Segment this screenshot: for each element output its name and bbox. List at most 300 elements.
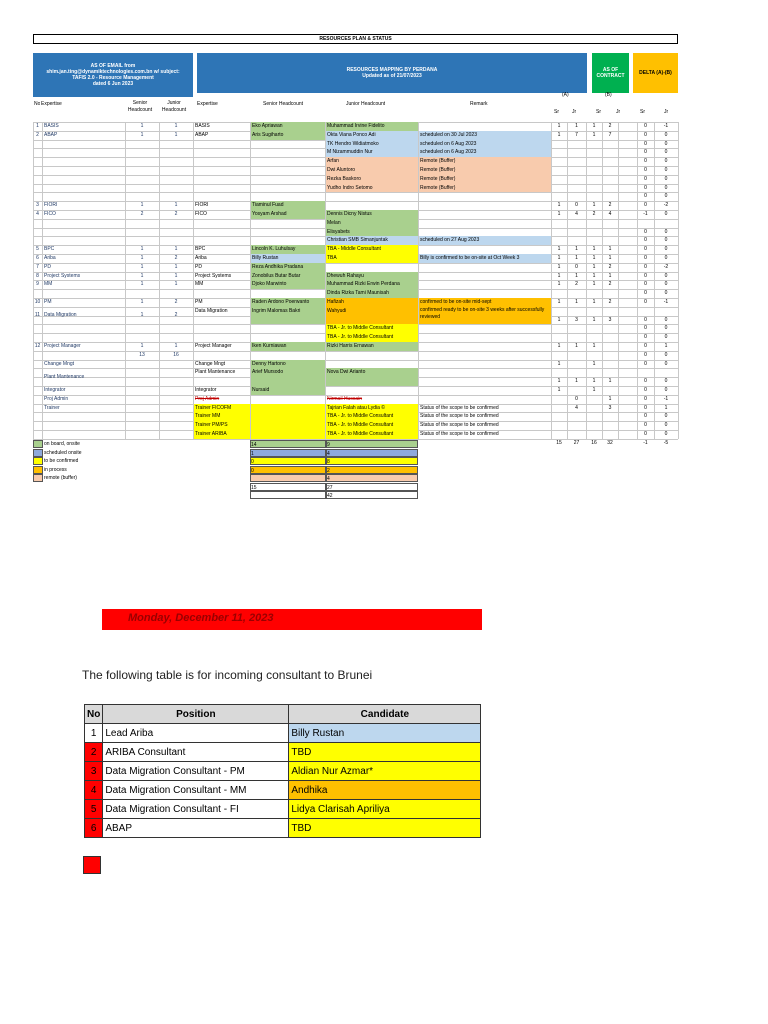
left-senior: 1 xyxy=(140,246,144,253)
left-junior: 1 xyxy=(174,263,178,270)
num-a-jr: 0 xyxy=(575,395,578,402)
num-b-jr: 2 xyxy=(608,299,612,305)
grid-col-line xyxy=(678,122,679,439)
num-a-jr: 1 xyxy=(575,246,578,253)
num-d-jr: 0 xyxy=(664,413,668,420)
email-line-1: AS OF EMAIL from xyxy=(90,63,136,69)
num-a-jr: 0 xyxy=(575,263,578,270)
num-a-sr: 1 xyxy=(557,246,561,253)
left-senior xyxy=(125,404,159,412)
left-senior: 1 xyxy=(140,202,144,209)
num-d-jr: 0 xyxy=(664,193,668,200)
left-no: 4 xyxy=(36,211,39,217)
brunei-row xyxy=(85,762,481,781)
num-a-sr: 1 xyxy=(557,343,561,349)
num-d-sr: 0 xyxy=(644,140,647,147)
mid-junior: TK Hendro Widiatmoko xyxy=(326,140,418,149)
mid-expertise: Proj Admin xyxy=(195,395,220,402)
brunei-candidate: Aldian Nur Azmar* xyxy=(289,762,481,781)
num-b-sr: 1 xyxy=(592,343,596,349)
hdr-d-jr: Jr xyxy=(664,109,669,115)
mid-junior xyxy=(326,360,418,369)
mid-junior: Wahyudi xyxy=(326,307,418,325)
num-d-sr: 0 xyxy=(644,246,647,253)
mid-senior xyxy=(251,219,325,228)
mid-expertise: Change Mngt xyxy=(195,360,226,367)
num-a-sr xyxy=(551,140,567,148)
summary-b: 2 xyxy=(326,466,418,474)
num-b-sr: 1 xyxy=(592,255,596,261)
mid-remark xyxy=(419,360,551,369)
mid-remark xyxy=(419,395,551,404)
left-no: 12 xyxy=(34,343,41,349)
mid-remark: Remote (Buffer) xyxy=(419,166,551,175)
mid-junior: Nirmail Hussain xyxy=(327,395,363,402)
left-expertise: Proj Admin xyxy=(44,395,69,402)
num-b-sr xyxy=(586,289,602,297)
brunei-header-row xyxy=(85,705,481,724)
num-d-jr: 0 xyxy=(664,149,668,156)
summary-a: 0 xyxy=(250,466,326,474)
left-no xyxy=(33,404,42,412)
summary-b: 27 xyxy=(326,483,418,491)
num-a-jr: 1 xyxy=(575,299,578,305)
legend-label: remote (buffer) xyxy=(44,475,77,481)
left-senior: 1 xyxy=(140,263,144,270)
left-junior: 2 xyxy=(174,312,178,319)
grid-col-line xyxy=(618,122,619,439)
num-d-jr: -1 xyxy=(663,299,669,305)
num-d-sr: 0 xyxy=(644,237,647,244)
num-d-jr: 1 xyxy=(664,343,668,349)
num-a-jr xyxy=(567,140,586,148)
num-b-sr: 1 xyxy=(592,202,596,209)
num-a-sr: 1 xyxy=(557,272,561,279)
contract-line-1: AS OF xyxy=(602,67,619,73)
total-a-sr: 15 xyxy=(556,439,562,446)
num-b-jr xyxy=(602,324,618,332)
brunei-row xyxy=(85,781,481,800)
num-b-jr xyxy=(602,333,618,341)
legend-swatch xyxy=(33,474,43,482)
num-a-sr xyxy=(551,289,567,297)
mid-expertise: BASIS xyxy=(195,123,210,129)
mid-senior: Lincoln K. Luhulsay xyxy=(251,245,325,254)
summary-b: 9 xyxy=(326,440,418,448)
num-d-jr: 0 xyxy=(664,255,668,261)
mid-remark: Remote (Buffer) xyxy=(419,184,551,193)
mid-junior: Hafizah xyxy=(326,298,418,307)
mapping-header-box xyxy=(197,53,587,93)
num-a-sr: 1 xyxy=(557,131,561,138)
email-line-3: TAFIS 2.0 - Resource Management xyxy=(72,75,154,81)
left-junior: 1 xyxy=(174,246,178,253)
hdr-b-sr: Sr xyxy=(596,109,601,115)
mid-senior: Djoko Marwinto xyxy=(251,280,325,289)
mid-senior: Nursaid xyxy=(251,386,325,395)
num-d-sr: 0 xyxy=(644,149,647,156)
date-banner-text: Monday, December 11, 2023 xyxy=(128,612,274,624)
left-expertise: Project Manager xyxy=(44,343,81,349)
num-b-jr: 1 xyxy=(608,246,612,253)
brunei-no: 4 xyxy=(85,781,103,800)
mid-remark xyxy=(419,342,551,351)
mid-junior xyxy=(326,263,418,272)
mid-senior: Raden Ardono Poerwanto xyxy=(251,298,325,307)
num-a-jr xyxy=(567,184,586,192)
brunei-row xyxy=(85,743,481,762)
mid-remark: scheduled on 6 Aug 2023 xyxy=(419,140,551,149)
num-d-sr: 0 xyxy=(644,387,647,393)
num-d-sr: 0 xyxy=(644,299,647,305)
num-b-jr: 4 xyxy=(608,211,612,217)
num-d-sr: 0 xyxy=(644,290,647,297)
mapping-line-1: RESOURCES MAPPING BY PERDANA xyxy=(346,67,438,73)
mid-senior xyxy=(251,236,325,245)
num-d-sr: 0 xyxy=(644,184,647,191)
left-junior xyxy=(159,360,193,368)
mid-senior xyxy=(251,175,325,184)
left-expertise: FIORI xyxy=(44,202,58,209)
mid-remark: Status of the scope to be confirmed xyxy=(420,422,499,429)
num-b-jr xyxy=(602,157,618,165)
num-b-jr xyxy=(602,175,618,183)
left-expertise: PD xyxy=(44,263,51,270)
hdr-expertise: Expertise xyxy=(41,101,62,107)
num-a-sr: 1 xyxy=(557,360,561,367)
mid-expertise xyxy=(194,333,250,342)
hdr-remark: Remark xyxy=(470,101,488,107)
mid-senior: Eko Apriawan xyxy=(251,122,325,131)
num-b-sr xyxy=(586,184,602,192)
mid-senior: Billy Rustan xyxy=(251,254,325,263)
mid-junior xyxy=(326,201,418,210)
mid-remark: Status of the scope to be confirmed xyxy=(420,431,499,437)
num-d-jr: 0 xyxy=(664,167,668,173)
mid-senior xyxy=(251,166,325,175)
mid-senior: Ingrim Malomas Bakri xyxy=(251,307,325,325)
brunei-table xyxy=(84,704,481,838)
num-d-jr: 0 xyxy=(664,211,668,217)
num-b-sr: 2 xyxy=(592,211,596,217)
status-summary xyxy=(250,440,420,502)
num-a-jr xyxy=(567,421,586,429)
left-senior xyxy=(125,386,159,394)
left-no: 10 xyxy=(34,299,41,305)
mid-senior: Reza Andhika Pradana xyxy=(251,263,325,272)
left-no: 8 xyxy=(36,272,39,279)
legend-swatch xyxy=(33,440,43,448)
left-expertise: Trainer xyxy=(44,404,60,411)
num-a-jr xyxy=(567,386,586,394)
num-a-sr xyxy=(551,324,567,332)
num-b-sr xyxy=(586,404,602,412)
date-banner xyxy=(102,609,482,630)
mid-remark xyxy=(419,289,551,298)
red-marker xyxy=(83,856,101,874)
mid-expertise: BPC xyxy=(195,246,206,253)
mid-senior: Denny Hartono xyxy=(251,360,325,369)
mid-expertise: MM xyxy=(195,281,204,288)
num-d-sr: 0 xyxy=(644,131,647,138)
num-a-jr xyxy=(567,157,586,165)
num-d-jr: 0 xyxy=(664,246,668,253)
num-a-jr xyxy=(567,333,586,341)
brunei-no: 5 xyxy=(85,800,103,819)
mid-expertise xyxy=(194,157,250,166)
num-b-sr xyxy=(586,421,602,429)
left-no: 3 xyxy=(36,202,39,209)
mid-senior xyxy=(251,395,325,404)
email-line-2: shim.jan.ting@dynamiktechnologies.com.bn w/ subject: xyxy=(46,69,180,75)
mid-junior: TBA - Jr. to Middle Consultant xyxy=(326,412,418,421)
num-d-sr: -1 xyxy=(643,211,648,217)
mid-remark xyxy=(419,210,551,219)
mid-senior xyxy=(251,324,325,333)
left-junior: 2 xyxy=(174,255,178,261)
num-a-jr xyxy=(567,360,586,368)
mid-expertise: Project Manager xyxy=(195,343,232,349)
mid-remark: Billy is confirmed to be on-site at Oct Week 3 xyxy=(419,254,551,263)
num-a-jr: 1 xyxy=(575,343,578,349)
num-b-jr xyxy=(602,184,618,192)
mid-remark xyxy=(419,272,551,281)
col-a-label: (A) xyxy=(562,92,569,98)
mid-junior: Christian SMB Simanjuntak xyxy=(326,236,418,245)
num-b-sr xyxy=(586,228,602,236)
hdr-senior: Senior Headcount xyxy=(127,100,153,113)
contract-header-box xyxy=(592,53,629,93)
num-d-jr: 0 xyxy=(664,334,668,341)
hdr-mid-junior: Junior Headcount xyxy=(346,101,386,107)
summary-b: 4 xyxy=(326,474,418,482)
left-no xyxy=(33,373,42,381)
left-junior: 1 xyxy=(174,272,178,279)
mid-junior: TBA - Jr. to Middle Consultant xyxy=(326,333,418,342)
mid-senior xyxy=(251,140,325,149)
left-junior: 1 xyxy=(174,343,178,349)
mid-remark: Remote (Buffer) xyxy=(419,175,551,184)
num-d-sr: 0 xyxy=(644,202,647,209)
num-b-jr xyxy=(602,342,618,350)
summary-b: 4 xyxy=(326,449,418,457)
mid-senior xyxy=(251,404,325,413)
num-b-sr xyxy=(586,324,602,332)
num-a-sr: 1 xyxy=(557,281,561,288)
left-junior: 2 xyxy=(174,211,178,217)
brunei-position: Data Migration Consultant - MM xyxy=(103,781,289,800)
num-d-jr: 0 xyxy=(664,378,668,385)
mid-remark: scheduled on 27 Aug 2023 xyxy=(419,236,551,245)
num-b-jr: 2 xyxy=(608,123,612,129)
mid-junior: TBA - Jr. to Middle Consultant xyxy=(326,324,418,333)
total-d-sr: -1 xyxy=(643,439,648,446)
summary-a: 14 xyxy=(250,440,326,448)
left-no xyxy=(33,360,42,368)
num-a-jr xyxy=(567,289,586,297)
num-b-jr xyxy=(602,351,618,359)
num-b-sr xyxy=(586,140,602,148)
num-a-sr xyxy=(551,412,567,420)
num-b-jr: 1 xyxy=(608,255,612,261)
summary-a xyxy=(250,474,326,482)
sheet-title: RESOURCES PLAN & STATUS xyxy=(33,34,678,44)
mid-junior: Arfan xyxy=(326,157,418,166)
num-a-jr xyxy=(567,351,586,359)
num-d-sr: 0 xyxy=(644,167,647,173)
left-junior: 16 xyxy=(173,351,179,358)
mid-junior: Elisyabets xyxy=(326,228,418,237)
num-b-sr: 1 xyxy=(592,299,596,305)
num-b-jr xyxy=(602,236,618,244)
mid-senior: Zonobilus Butar Butar xyxy=(251,272,325,281)
left-no xyxy=(33,395,42,403)
num-b-sr: 1 xyxy=(592,246,596,253)
mid-junior: Tajrian Falah atau Lydia © xyxy=(326,404,418,413)
legend-label: in process xyxy=(44,466,67,473)
num-a-sr: 1 xyxy=(557,299,561,305)
mid-expertise: Data Migration xyxy=(195,307,228,314)
num-a-jr: 3 xyxy=(575,316,578,323)
left-expertise: ABAP xyxy=(44,131,58,138)
mid-remark xyxy=(419,201,551,210)
num-d-jr: 0 xyxy=(664,360,668,367)
mid-junior: TBA - Middle Consultant xyxy=(326,245,418,254)
mid-remark xyxy=(419,280,551,289)
num-b-jr: 2 xyxy=(608,202,612,209)
mid-senior xyxy=(251,184,325,193)
total-b-jr: 32 xyxy=(607,439,613,446)
left-no: 1 xyxy=(36,123,39,129)
brunei-candidate: TBD xyxy=(289,743,481,762)
num-a-jr xyxy=(567,324,586,332)
num-b-jr: 1 xyxy=(608,272,612,279)
mid-expertise xyxy=(194,324,250,333)
num-a-jr: 2 xyxy=(575,281,578,288)
mid-senior xyxy=(251,228,325,237)
legend-swatch xyxy=(33,466,43,474)
mid-junior: Melan xyxy=(326,219,418,228)
num-d-sr: 0 xyxy=(644,272,647,279)
left-senior: 1 xyxy=(140,281,144,288)
num-d-sr: 0 xyxy=(644,395,647,402)
num-d-sr: 0 xyxy=(644,343,647,349)
num-b-sr: 1 xyxy=(592,131,596,138)
delta-label: DELTA (A)-(B) xyxy=(639,70,672,76)
left-expertise: Ariba xyxy=(44,255,56,261)
mid-remark xyxy=(419,219,551,228)
mid-remark: Status of the scope to be confirmed xyxy=(420,404,499,411)
num-d-jr: 0 xyxy=(664,422,668,429)
brunei-position: ARIBA Consultant xyxy=(103,743,289,762)
left-expertise: BASIS xyxy=(44,123,59,129)
legend-swatch xyxy=(33,449,43,457)
num-a-jr xyxy=(567,236,586,244)
table-header xyxy=(33,99,678,119)
num-b-sr xyxy=(586,166,602,174)
num-b-jr: 2 xyxy=(608,281,612,288)
num-b-jr xyxy=(602,228,618,236)
brunei-candidate: Andhika xyxy=(289,781,481,800)
mid-expertise xyxy=(194,166,250,175)
num-b-jr: 3 xyxy=(608,316,612,323)
left-senior: 1 xyxy=(140,131,144,138)
left-senior: 2 xyxy=(140,211,144,217)
left-no: 6 xyxy=(36,255,39,261)
left-junior: 1 xyxy=(174,123,178,129)
brunei-intro: The following table is for incoming consultant to Brunei xyxy=(82,668,373,682)
mid-senior: Arief Mursodo xyxy=(251,368,325,386)
mid-junior: Dennis Dicny Nistus xyxy=(326,210,418,219)
num-a-sr xyxy=(551,184,567,192)
left-expertise: FICO xyxy=(44,211,56,217)
mid-expertise: Plant Mantenance xyxy=(195,369,236,376)
num-d-jr: -2 xyxy=(663,263,669,270)
left-senior: 1 xyxy=(140,255,144,261)
mid-senior: Aris Sugiharto xyxy=(251,131,325,140)
num-b-jr xyxy=(602,430,618,438)
num-b-jr: 1 xyxy=(608,395,612,402)
left-junior: 2 xyxy=(174,299,178,305)
email-header-box xyxy=(33,53,193,97)
num-a-jr: 1 xyxy=(575,378,578,385)
mid-junior: Rizki Harris Ernawan xyxy=(326,342,418,351)
num-d-jr: 0 xyxy=(664,387,668,393)
left-junior xyxy=(159,386,193,394)
num-d-sr: 0 xyxy=(644,228,647,235)
left-expertise: PM xyxy=(44,299,52,305)
summary-a xyxy=(250,491,326,499)
legend-label: on board, onsite xyxy=(44,441,80,447)
left-junior: 1 xyxy=(174,281,178,288)
brunei-position: Data Migration Consultant - PM xyxy=(103,762,289,781)
left-senior xyxy=(125,395,159,403)
mid-expertise: Trainer FICOFM xyxy=(194,404,250,413)
num-d-jr: 0 xyxy=(664,237,668,244)
num-d-jr: 0 xyxy=(664,290,668,297)
brunei-hdr-position: Position xyxy=(103,705,289,724)
num-d-sr: 0 xyxy=(644,360,647,367)
num-a-sr xyxy=(551,351,567,359)
brunei-position: Lead Ariba xyxy=(103,724,289,743)
mid-expertise xyxy=(194,148,250,157)
mid-expertise xyxy=(194,228,250,237)
num-a-sr: 1 xyxy=(557,255,561,261)
left-senior xyxy=(125,360,159,368)
mid-remark xyxy=(419,122,551,131)
mid-remark: Remote (Buffer) xyxy=(419,157,551,166)
num-b-sr xyxy=(586,412,602,420)
brunei-candidate: Billy Rustan xyxy=(289,724,481,743)
num-b-sr xyxy=(586,157,602,165)
delta-header-box xyxy=(633,53,678,93)
left-junior xyxy=(159,395,193,403)
num-b-sr xyxy=(586,236,602,244)
left-junior: 1 xyxy=(174,131,178,138)
mid-senior: Iken Kurniawan xyxy=(251,342,325,351)
num-b-jr xyxy=(602,166,618,174)
left-no xyxy=(33,351,42,359)
num-a-jr: 1 xyxy=(575,255,578,261)
num-d-sr: 0 xyxy=(644,281,647,288)
mid-expertise xyxy=(194,140,250,149)
legend-label: to be confirmed xyxy=(44,458,79,464)
num-b-sr: 1 xyxy=(592,387,596,393)
num-b-jr xyxy=(602,412,618,420)
left-expertise: Integrator xyxy=(44,387,66,393)
legend-swatch xyxy=(33,457,43,465)
mid-junior: Dinda Rizka Tami Maunisah xyxy=(326,289,418,298)
